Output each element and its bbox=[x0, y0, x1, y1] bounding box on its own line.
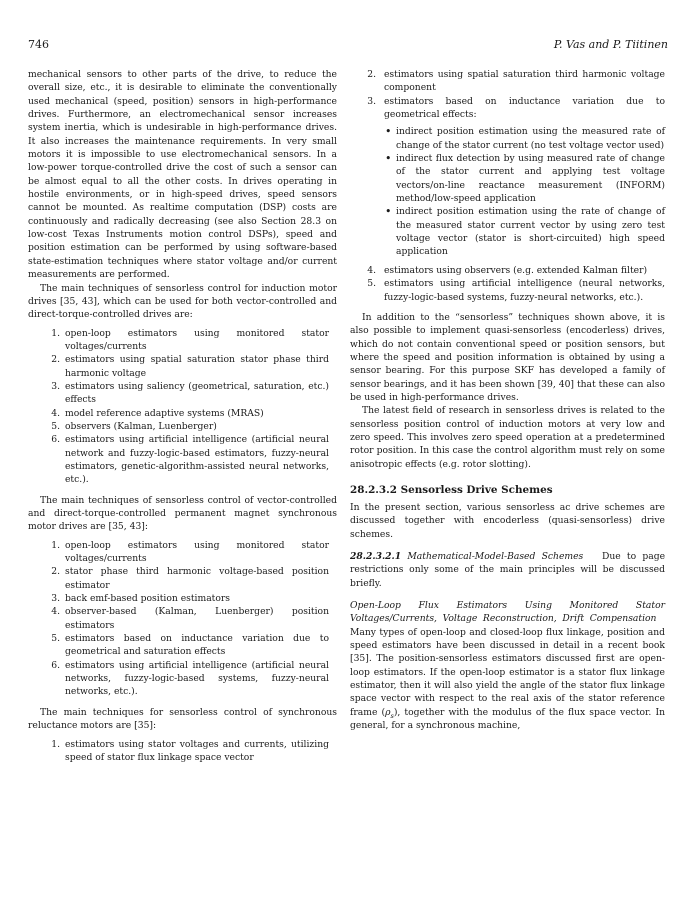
section-heading: 28.2.3.2 Sensorless Drive Schemes bbox=[350, 483, 553, 496]
list-item: 4. model reference adaptive systems (MRAS) bbox=[51, 407, 264, 419]
left-column bbox=[28, 68, 337, 769]
paragraph: Open-Loop Flux Estimators Using Monitored Stator Voltages/Currents, Voltage Reconstruction, Drift Compensation Many types of open-loop and closed-loop flux linkage, position and speed estimators have been discussed in detail in a recent book [35]. The position-sensorless estimators discussed first are open-loop estimators. If the open-loop estimator is a stator flux linkage estimator, then it will also yield the angle of the stator flux linkage space vector with respect to the real axis of the stator reference frame $(\rho_s)$, together with the modulus of the flux space vector. In general, for a synchronous machine, bbox=[350, 600, 665, 732]
list-item: 5. estimators using artificial intelligence (neural networks, fuzzy-logic-based systems, fuzzy-neural networks, etc.). bbox=[367, 278, 665, 303]
list-item: 2. stator phase third harmonic voltage-based position estimator bbox=[51, 566, 329, 591]
list-item: 4. observer-based (Kalman, Luenberger) position estimators bbox=[51, 606, 329, 631]
reluctance-techniques-list-continued bbox=[350, 68, 665, 304]
list-item: 2. estimators using spatial saturation third harmonic voltage component bbox=[367, 69, 665, 94]
list-item: 6. estimators using artificial intelligence (artificial neural network and fuzzy-logic-based estimators, fuzzy-neural estimators, genetic-algorithm-assisted neural networks, etc.). bbox=[51, 434, 329, 486]
list-item: 5. observers (Kalman, Luenberger) bbox=[51, 420, 217, 432]
list-item: 3. back emf-based position estimators bbox=[51, 593, 230, 605]
reluctance-techniques-list bbox=[28, 738, 337, 765]
list-item: 1. open-loop estimators using monitored stator voltages/currents bbox=[51, 539, 329, 565]
list-item: 4. estimators using observers (e.g. extended Kalman filter) bbox=[367, 264, 648, 276]
induction-motor-techniques-list bbox=[28, 327, 337, 487]
page-number: 746 bbox=[28, 38, 49, 51]
running-head-authors: P. Vas and P. Tiitinen bbox=[553, 38, 668, 51]
paragraph: The main techniques of sensorless control for induction motor drives [35, 43], which can be used for both vector-controlled and direct-torque-controlled drives are: bbox=[28, 282, 337, 321]
paragraph: In addition to the “sensorless” techniques shown above, it is also possible to implement quasi-sensorless (encoderless) drives, which do not contain conventional speed or position sensors, but where the speed and position information is obtained by using a sensor bearing. For this purpose SKF has developed a family of sensor bearings, and it has been shown [39, 40] that these can also be used in high-performance drives. bbox=[350, 311, 665, 403]
list-item: 1. open-loop estimators using monitored stator voltages/currents bbox=[51, 327, 329, 352]
paragraph: The main techniques for sensorless control of synchronous reluctance motors are [35]: bbox=[28, 706, 337, 732]
bullet-item: • indirect flux detection by using measured rate of change of the stator current and applying test voltage vectors/on-line reactance measurement (INFORM) method/low-speed application bbox=[384, 152, 665, 205]
list-item: 2. estimators using spatial saturation stator phase third harmonic voltage bbox=[51, 354, 329, 379]
bullet-item: • indirect position estimation using the rate of change of the measured stator current vector by using zero test voltage vector (stator is short-circuited) high speed application bbox=[384, 205, 665, 258]
subsection-paragraph: 28.2.3.2.1 Mathematical-Model-Based Schemes Due to page restrictions only some of the main principles will be discussed briefly. bbox=[350, 551, 666, 589]
geometrical-effects-bullets bbox=[384, 125, 665, 258]
paragraph: mechanical sensors to other parts of the drive, to reduce the overall size, etc., it is desirable to eliminate the conventionally used mechanical (speed, position) sensors in high-performance drives. Furthermore, an electromechanical sensor increases system inertia, which is undesirable in high-performance drives. It also increases the maintenance requirements. In very small motors it is impossible to use electromechanical sensors. In a low-power torque-controlled drive the cost of such a sensor can be almost equal to all the other costs. In drives operating in hostile environments, or in high-speed drives, speed sensors cannot be mounted. As realtime computation (DSP) costs are continuously and radically decreasing (see also Section 28.3 on low-cost Texas Instruments motion control DSPs), speed and position estimation can be performed by using software-based state-estimation techniques where stator voltage and/or current measurements are performed. bbox=[28, 69, 337, 281]
list-item: 5. estimators based on inductance variation due to geometrical and saturation effects bbox=[51, 633, 329, 658]
paragraph: The latest field of research in sensorless drives is related to the sensorless position control of induction motors at very low and zero speed. This involves zero speed operation at a predetermined rotor position. In this case the control algorithm must rely on some anisotropic effects (e.g. rotor slotting). bbox=[350, 405, 665, 470]
list-item: 3. estimators using saliency (geometrical, saturation, etc.) effects bbox=[51, 380, 329, 406]
bullet-item: • indirect position estimation using the measured rate of change of the stator current (no test voltage vector used) bbox=[384, 125, 665, 152]
paragraph: The main techniques of sensorless control of vector-controlled and direct-torque-controlled permanent magnet synchronous motor drives are [35, 43]: bbox=[28, 494, 337, 533]
list-item: 3. estimators based on inductance variation due to geometrical effects: • indirect position estimation using the measured rate of change of the stator current (no test voltage vector used) • indirect flux detection by using measured rate of change of the stator current and applying test voltage vectors/on-line reactance measurement (INFORM) method/low-speed application • indirect position estimation using the rate of change of the measured stator current vector by using zero test voltage vector (stator is short-circuited) high speed application bbox=[350, 95, 665, 259]
pm-synchronous-techniques-list bbox=[28, 539, 337, 699]
list-item: 6. estimators using artificial intelligence (artificial neural networks, fuzzy-logic-based systems, fuzzy-neural networks, etc.). bbox=[51, 659, 329, 698]
right-column bbox=[350, 68, 665, 732]
running-header bbox=[28, 38, 668, 52]
list-item: 1. estimators using stator voltages and currents, utilizing speed of stator flux linkage space vector bbox=[51, 738, 329, 763]
subsection-heading: 28.2.3.2.1 Mathematical-Model-Based Schemes bbox=[350, 551, 584, 562]
paragraph: In the present section, various sensorless ac drive schemes are discussed together with encoderless (quasi-sensorless) drive schemes. bbox=[350, 501, 665, 540]
runin-heading: Open-Loop Flux Estimators Using Monitored Stator Voltages/Currents, Voltage Reconstruction, Drift Compensation bbox=[350, 600, 665, 625]
